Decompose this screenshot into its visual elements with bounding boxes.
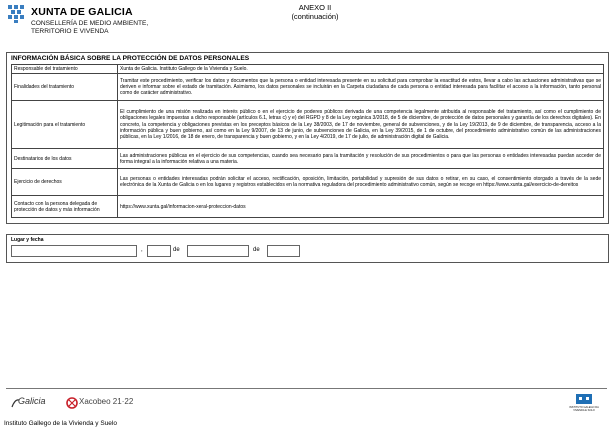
row-label: Finalidades del tratamiento bbox=[12, 74, 118, 101]
annex-subtitle: (continuación) bbox=[291, 12, 339, 21]
table-row bbox=[12, 149, 604, 169]
xunta-logo bbox=[6, 4, 176, 38]
row-label: Ejercicio de derechos bbox=[12, 169, 118, 196]
galicia-logo bbox=[10, 396, 50, 410]
xacobeo-logo bbox=[66, 396, 146, 410]
place-date-label: Lugar y fecha bbox=[11, 237, 44, 243]
annex-title: ANEXO II bbox=[298, 3, 332, 12]
table-row bbox=[12, 169, 604, 196]
galicia-logo-text: Galicia bbox=[18, 396, 46, 406]
place-input[interactable] bbox=[11, 245, 137, 257]
iglvs-logo-icon bbox=[566, 392, 602, 406]
org-name: XUNTA DE GALICIA bbox=[31, 6, 133, 18]
month-input[interactable] bbox=[187, 245, 249, 257]
department-line-2: TERRITORIO E VIVENDA bbox=[31, 28, 109, 35]
de-separator-2: de bbox=[253, 247, 260, 253]
row-label: Contacto con la persona delegada de protección de datos y más información bbox=[12, 196, 118, 218]
day-input[interactable] bbox=[147, 245, 171, 257]
row-label: Legitimación para el tratamiento bbox=[12, 101, 118, 149]
data-protection-section bbox=[6, 52, 609, 224]
comma-separator: , bbox=[141, 247, 143, 253]
iglvs-logo bbox=[566, 392, 602, 416]
xunta-shield-icon bbox=[6, 4, 26, 24]
place-date-section bbox=[6, 234, 609, 263]
row-value: Tramitar este procedimiento, verificar los datos y documentos que la persona o entidad interesada presente en su solicitud para comprobar la exactitud de estos, llevar a cabo las actuaciones administrativas que se deriven e informar sobre el estado de tramitación. Asimismo, los datos personales se incluirán en la Carpeta ciudadana de cada persona o entidad interesada para facilitar el acceso a la información, tanto personal como de carácter administrativo. bbox=[118, 74, 604, 101]
row-value: Las personas o entidades interesadas podrán solicitar el acceso, rectificación, oposición, limitación, portabilidad y supresión de sus datos o retirar, en su caso, el consentimiento otorgado a través de la sede electrónica de la Xunta de Galicia o en los lugares y registros establecidos en la normativa reguladora del procedimiento administrativo común, según se recoge en https://www.xunta.gal/exercicio-de-dereitos bbox=[118, 169, 604, 196]
row-label: Responsable del tratamiento bbox=[12, 65, 118, 74]
table-row bbox=[12, 101, 604, 149]
row-label: Destinatarios de los datos bbox=[12, 149, 118, 169]
row-value: El cumplimiento de una misión realizada en interés público o en el ejercicio de poderes públicos derivada de una competencia legalmente atribuida al responsable del tratamiento, así como el cumplimiento de obligaciones legales impuestas a dicho responsable (artículos 6.1, letras c) y e) del RGPD y 8 de la Ley orgánica 3/2018, de 5 de diciembre, de protección de datos personales y garantía de los derechos digitales). En concreto, la competencia y obligaciones previstas en los preceptos básicos de la Ley 38/2003, de 17 de noviembre, general de subvenciones, y de la Ley 19/2013, de 9 de diciembre, de transparencia, acceso a la información pública y buen gobierno, así como en la Ley 9/2007, de 13 de junio, de subvenciones de Galicia, en la Ley 39/2015, de 1 de octubre, del procedimiento administrativo común de las administraciones públicas, en la Ley 1/2016, de 18 de enero, de transparencia y buen gobierno, y en la Ley 4/2019, de 17 de julio, de administración digital de Galicia. bbox=[118, 101, 604, 149]
row-value: Xunta de Galicia. Instituto Gallego de la Vivienda y Suelo. bbox=[118, 65, 604, 74]
data-protection-table bbox=[11, 64, 604, 218]
footer-divider bbox=[6, 388, 607, 389]
row-value: Las administraciones públicas en el ejercicio de sus competencias, cuando sea necesario para la tramitación y resolución de sus procedimientos o para que las personas o entidades interesadas puedan acceder de forma integral a la información relativa a una materia. bbox=[118, 149, 604, 169]
de-separator-1: de bbox=[173, 247, 180, 253]
section-title: INFORMACIÓN BÁSICA SOBRE LA PROTECCIÓN DE DATOS PERSONALES bbox=[11, 55, 250, 62]
xacobeo-logo-text: Xacobeo 21·22 bbox=[79, 397, 134, 406]
department-name bbox=[31, 20, 148, 36]
row-value-link[interactable]: https://www.xunta.gal/informacion-xeral-proteccion-datos bbox=[118, 196, 604, 218]
annex-heading bbox=[270, 3, 360, 21]
iglvs-logo-text: INSTITUTO GALEGO DA VIVENDA E SOLO bbox=[569, 406, 599, 412]
year-input[interactable] bbox=[267, 245, 300, 257]
table-row bbox=[12, 65, 604, 74]
footer-organization: Instituto Gallego de la Vivienda y Suelo bbox=[4, 420, 117, 427]
table-row bbox=[12, 196, 604, 218]
table-row bbox=[12, 74, 604, 101]
xacobeo-logo-icon bbox=[66, 397, 78, 409]
department-line-1: CONSELLERÍA DE MEDIO AMBIENTE, bbox=[31, 20, 149, 27]
